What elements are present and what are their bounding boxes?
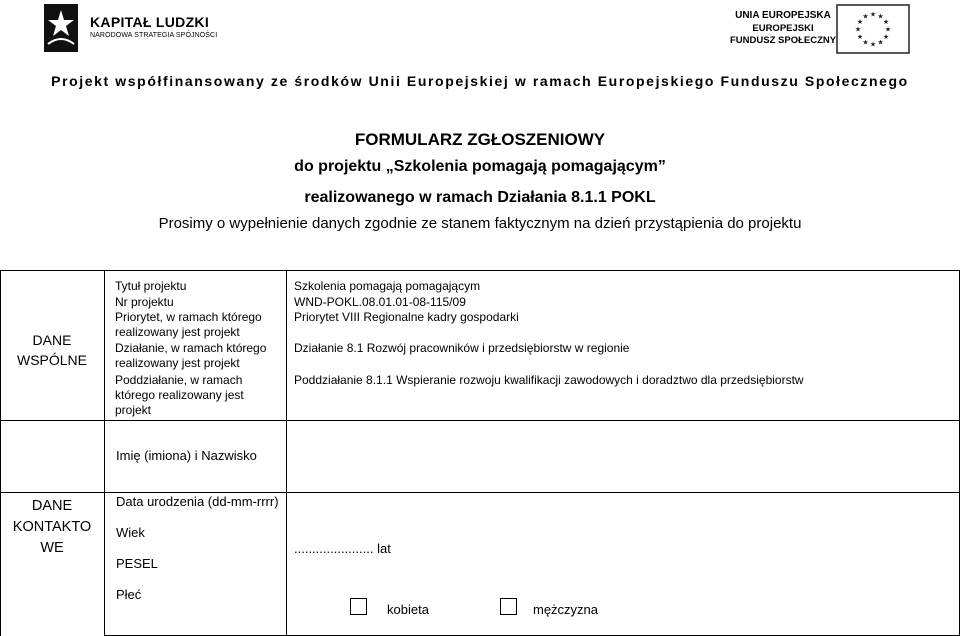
- kapital-ludzki-name: KAPITAŁ LUDZKI: [90, 14, 210, 30]
- eu-star-icon: ★: [854, 26, 862, 34]
- value-subaction: Poddziałanie 8.1.1 Wspieranie rozwoju kwalifikacji zawodowych i doradztwo dla przedsiębiorstw: [294, 373, 804, 387]
- label-priority-line2: realizowany jest projekt: [115, 325, 240, 339]
- section-contact-heading: DANE KONTAKTO WE: [12, 498, 92, 556]
- label-subaction-line1: Poddziałanie, w ramach: [115, 373, 243, 387]
- eu-logo: [724, 4, 914, 54]
- gender-male-checkbox[interactable]: [500, 598, 517, 615]
- eu-star-icon: ★: [877, 39, 884, 47]
- kapital-ludzki-subtitle: NARODOWA STRATEGIA SPÓJNOŚCI: [90, 32, 218, 39]
- eu-star-icon: ★: [882, 19, 890, 26]
- form-action: realizowanego w ramach Działania 8.1.1 POKL: [304, 189, 656, 206]
- kapital-ludzki-logo: [44, 4, 218, 52]
- label-birth-date: Data urodzenia (dd-mm-rrrr): [116, 494, 279, 509]
- section-common-heading: DANE WSPÓLNE: [16, 332, 87, 368]
- eu-star-icon: ★: [862, 39, 869, 47]
- label-full-name: Imię (imiona) i Nazwisko: [116, 448, 257, 463]
- label-age: Wiek: [116, 525, 145, 540]
- label-action-line1: Działanie, w ramach którego: [115, 341, 267, 355]
- eu-star-icon: ★: [862, 13, 869, 21]
- label-pesel: PESEL: [116, 556, 158, 571]
- eu-star-icon: ★: [856, 19, 864, 26]
- value-priority: Priorytet VIII Regionalne kadry gospodarki: [294, 310, 519, 324]
- eu-star-icon: ★: [884, 26, 892, 34]
- value-project-number: WND-POKL.08.01.01-08-115/09: [294, 295, 466, 309]
- eu-star-icon: ★: [856, 34, 864, 41]
- label-gender: Płeć: [116, 587, 142, 602]
- kapital-ludzki-emblem-icon: [44, 4, 84, 52]
- cofinancing-statement: Projekt współfinansowany ze środków Unii Europejskiej w ramach Europejskiego Funduszu Społecznego: [51, 73, 909, 89]
- label-action-line2: realizowany jest projekt: [115, 356, 240, 370]
- eu-logo-line1: UNIA EUROPEJSKA: [735, 10, 831, 21]
- label-priority-line1: Priorytet, w ramach którego: [115, 310, 262, 324]
- value-action: Działanie 8.1 Rozwój pracowników i przedsiębiorstw w regionie: [294, 341, 630, 355]
- label-subaction-line3: projekt: [115, 403, 152, 417]
- value-project-title: Szkolenia pomagają pomagającym: [294, 279, 481, 293]
- form-title: FORMULARZ ZGŁOSZENIOWY: [354, 130, 606, 149]
- form-project-name: do projektu „Szkolenia pomagają pomagającym”: [294, 158, 666, 175]
- age-field[interactable]: ...................... lat: [294, 541, 391, 556]
- label-project-title: Tytuł projektu: [115, 279, 187, 293]
- form-instruction: Prosimy o wypełnienie danych zgodnie ze stanem faktycznym na dzień przystąpienia do projektu: [158, 215, 802, 232]
- eu-logo-line2: EUROPEJSKI: [752, 23, 814, 34]
- eu-star-icon: ★: [882, 34, 890, 41]
- eu-star-icon: ★: [869, 11, 877, 19]
- eu-logo-line3: FUNDUSZ SPOŁECZNY: [730, 35, 837, 46]
- eu-flag-icon: [836, 4, 910, 54]
- label-project-number: Nr projektu: [115, 295, 174, 309]
- pesel-field[interactable]: [294, 557, 934, 573]
- gender-female-checkbox[interactable]: [350, 598, 367, 615]
- eu-star-icon: ★: [869, 41, 877, 49]
- full-name-field[interactable]: [294, 449, 934, 465]
- label-subaction-line2: którego realizowany jest: [115, 388, 244, 402]
- gender-male-label: mężczyzna: [533, 602, 599, 617]
- eu-star-icon: ★: [877, 13, 884, 21]
- birth-date-field[interactable]: [294, 495, 934, 511]
- gender-female-label: kobieta: [387, 602, 429, 617]
